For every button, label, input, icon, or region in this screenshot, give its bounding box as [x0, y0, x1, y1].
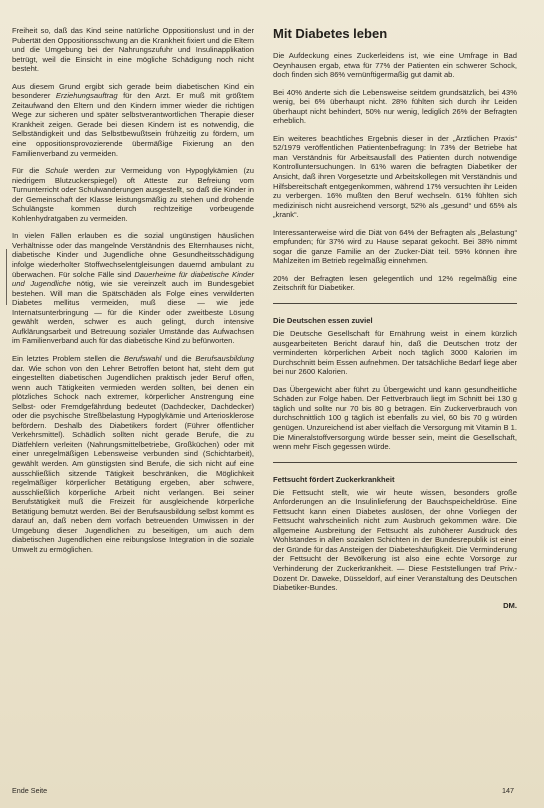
paragraph: Aus diesem Grund ergibt sich gerade beim diabetischen Kind ein besonderer Erziehungsauftrag für den Arzt. Er muß mit größtem Zeitaufwand den Eltern und den Kindern immer wieder die richtigen Wege zur sicheren und später selbstverantwortlichen Therapie dieser Krankheit zeigen. Gerade bei diesen Kindern ist es notwendig, die Selbständigkeit und das Selbstbewußtsein frühzeitig zu fördern, um eine oppositionsprovozierende übermäßige Fixierung an den Familienverband zu vermeiden.: [12, 81, 254, 158]
section-divider: [273, 303, 517, 304]
page-number: 147: [502, 786, 514, 795]
paragraph: Ein letztes Problem stellen die Berufswahl und die Berufsausbildung dar. Wie schon von den Lehrer Betroffen betont hat, steht dem gut eingestellten diabetischen Jugendlichen praktisch jeder Beruf offen, wenn auch Tätigkeiten vermieden werden sollten, bei denen ein plötzliches Schock nach extremer, körperlicher Anstrengung eine Selbst- oder Fremdgefährdung bedeutet (Dachdecker, Dachdecker) oder die psychische Streßbelastung Hypoglykämie und Arteriosklerose befördern. Deshalb des Diabetikers fordert (Führer öffentlicher Verkehrsmittel). Schädlich sollten nicht gerade Berufe, die zu Diätfehlern verleiten (Nahrungsmittelbetriebe, Großküchen) oder mit einer unregelmäßigen Lebensweise verbunden sind (Schichtarbeit), gewählt werden. Am günstigsten sind Berufe, die sich nicht auf eine ausschließlich sitzende Tätigkeit beschränken, die Möglichkeit regelmäßiger körperlicher Betätigung ergeben, aber schwere, ausschließlich körperliche Arbeit nicht verlangen. Bei seiner Berufstätigkeit muß die Freizeit für ausgleichende körperliche Betätigung bemutzt werden. Bei der Berufsausbildung selbst kommt es darauf an, daß neben dem vorfach betreuenden Umwissen in der Umgebung dieser Jugendlichen zu beseitigen, um auch dem diabetischen Jugendlichen eine reibungslose Integration in die soziale Umwelt zu ermöglichen.: [12, 353, 254, 554]
article-title: Mit Diabetes leben: [273, 26, 388, 41]
paragraph: Interessanterweise wird die Diät von 64% der Befragten als „Belastung“ empfunden; für 37% wird zu Hause separat gekocht. Bei 38% nimmt sogar die ganze Familie an der Zucker-Diät teil. 59% können ihre Mahlzeiten im Betrieb regelmäßig einnehmen.: [273, 227, 517, 266]
paragraph: Das Übergewicht aber führt zu Übergewicht und kann gesundheitliche Schäden zur Folge haben. Der Fettverbrauch liegt im Schnitt bei 130 g täglich und sollte nur 70 bis 80 g betragen. Ein Zuckerverbrauch von durchschnittlich 100 g täglich ist ebenfalls zu viel, 60 bis 70 g würden genügen. Unzureichend ist aber vielfach die Versorgung mit Vitamin B 1. Die Mineralstoffversorgung würde besser sein, meint die Gesellschaft, wenn mehr Fisch gegessen würde.: [273, 384, 517, 452]
paragraph: In vielen Fällen erlauben es die sozial ungünstigen häuslichen Verhältnisse oder das mangelnde Verständnis des Elternhauses nicht, diabetische Kinder und Jugendliche ohne Gesundheitsschädigung infolge wiederholter Stoffwechselentgleisungen dauernd ambulant zu überwachen. Für solche Fälle sind Dauerheime für diabetische Kinder und Jugendliche nötig, wie sie vereinzelt auch im Bundesgebiet bestehen. Will man die Spätschäden als Folge eines verwilderten Diabetes mellitus vermeiden, muß diese — wie jede Internatsunterbringung — für die Kinder oder zweitbeste Lösung gewählt werden, schwer es auch gelingt, durch intensive Aufklärungsarbeit und Betreuung sozialer Umstände das Aufwachsen im Familienverband auch für das diabetische Kind zu befürworten.: [12, 231, 255, 346]
paragraph: Freiheit so, daß das Kind seine natürliche Oppositionslust und in der Pubertät den Oppositionsschwung an die Krankheit fixiert und die Eltern und die Umgebung bei der Nahrungszufuhr und Insulinapplikation betrügt, weil die Einsicht in eine mögliche Schädigung noch nicht besteht.: [12, 26, 254, 74]
paragraph: Die Fettsucht stellt, wie wir heute wissen, besonders große Anforderungen an die Insulinlieferung der Bauchspeicheldrüse. Eine Fettsucht kann einen Diabetes auslösen, der ohne Vorliegen der Fettsucht wahrscheinlich nicht zum Ausbruch gekommen wäre. Die allgemeine Ausbreitung der Fettsucht als zuhöherer Ausdruck des Wohlstandes in allen sozialen Schichten in der Bundesrepublik ist einer der Gründe für das Ansteigen der Diabeteshäufigkeit. Die Verminderung der Fettsucht der Bevölkerung ist also eine echte Vorsorge zur Verhinderung der Zuckerkrankheit. — Diese Feststellungen traf Priv.-Dozent Dr. Daweke, Düsseldorf, auf einer Veranstaltung des Deutschen Diabetiker-Bundes.: [273, 487, 517, 593]
section-heading: Die Deutschen essen zuviel: [273, 316, 373, 326]
paragraph: Bei 40% änderte sich die Lebensweise seitdem grundsätzlich, bei 43% wenig, bei 6% überhaupt nicht. 28% fühlten sich durch ihr Leiden überhaupt nicht behindert, 50% nur wenig, lediglich 26% der Befragten erheblich.: [273, 87, 517, 126]
paragraph: Für die Schule werden zur Vermeidung von Hypoglykämien (zu niedrigem Blutzuckerspiegel) oft Atteste zur Befreiung vom Turnunterricht oder Schulwanderungen ausgestellt, so daß die Kinder in der Gemeinschaft der Klasse leistungsmäßig zu stehen und drohende Schulängste kommen durch rechtzeitige vorbeugende Kohlenhydratgaben zu vermeiden.: [12, 166, 254, 223]
paragraph: Die Aufdeckung eines Zuckerleidens ist, wie eine Umfrage in Bad Oeynhausen ergab, etwa für 77% der Patienten ein schwerer Schock, doch finden sich 86% vernünftigermaßig gut damit ab.: [273, 51, 517, 80]
section-divider: [273, 462, 517, 463]
paragraph: 20% der Befragten lesen gelegentlich und 12% regelmäßig eine Zeitschrift für Diabetiker.: [273, 273, 517, 293]
author-signature: DM.: [503, 600, 517, 610]
paragraph: Ein weiteres beachtliches Ergebnis dieser in der „Ärztlichen Praxis“ 52/1979 veröffentlichen Patientenbefragung: In 73% der Betriebe hat man Verständnis für Arbeitsausfall des Patienten durch notwendige Kontrolluntersuchungen. In 61% waren die befragten Diabetiker der Ansicht, daß ihren Vorgesetzte und Arbeitskollegen mit Verständnis und Hilfsbereitschaft entgegenkommen, während 17% versuchten ihr Leiden zu verbergen. 16% mußten den Beruf wechseln. 61% fühlten sich medizinisch nicht ausreichend versorgt, 52% als „gesund“ und 65% als „krank“.: [273, 133, 517, 220]
section-heading: Fettsucht fördert Zuckerkrankheit: [273, 474, 395, 484]
footer-note: Ende Seite: [12, 786, 48, 795]
left-column: [12, 26, 254, 562]
paragraph: Die Deutsche Gesellschaft für Ernährung weist in einem kürzlich ausgearbeiteten Bericht darauf hin, daß die Deutschen trotz der verminderten körperlichen Arbeit noch täglich 3000 Kalorien im Durchschnitt beim Essen aufnehmen. Der tatsächliche Bedarf liege aber bei nur 2600 Kalorien.: [273, 329, 517, 377]
right-column: [273, 26, 517, 618]
margin-bar: [6, 249, 7, 305]
